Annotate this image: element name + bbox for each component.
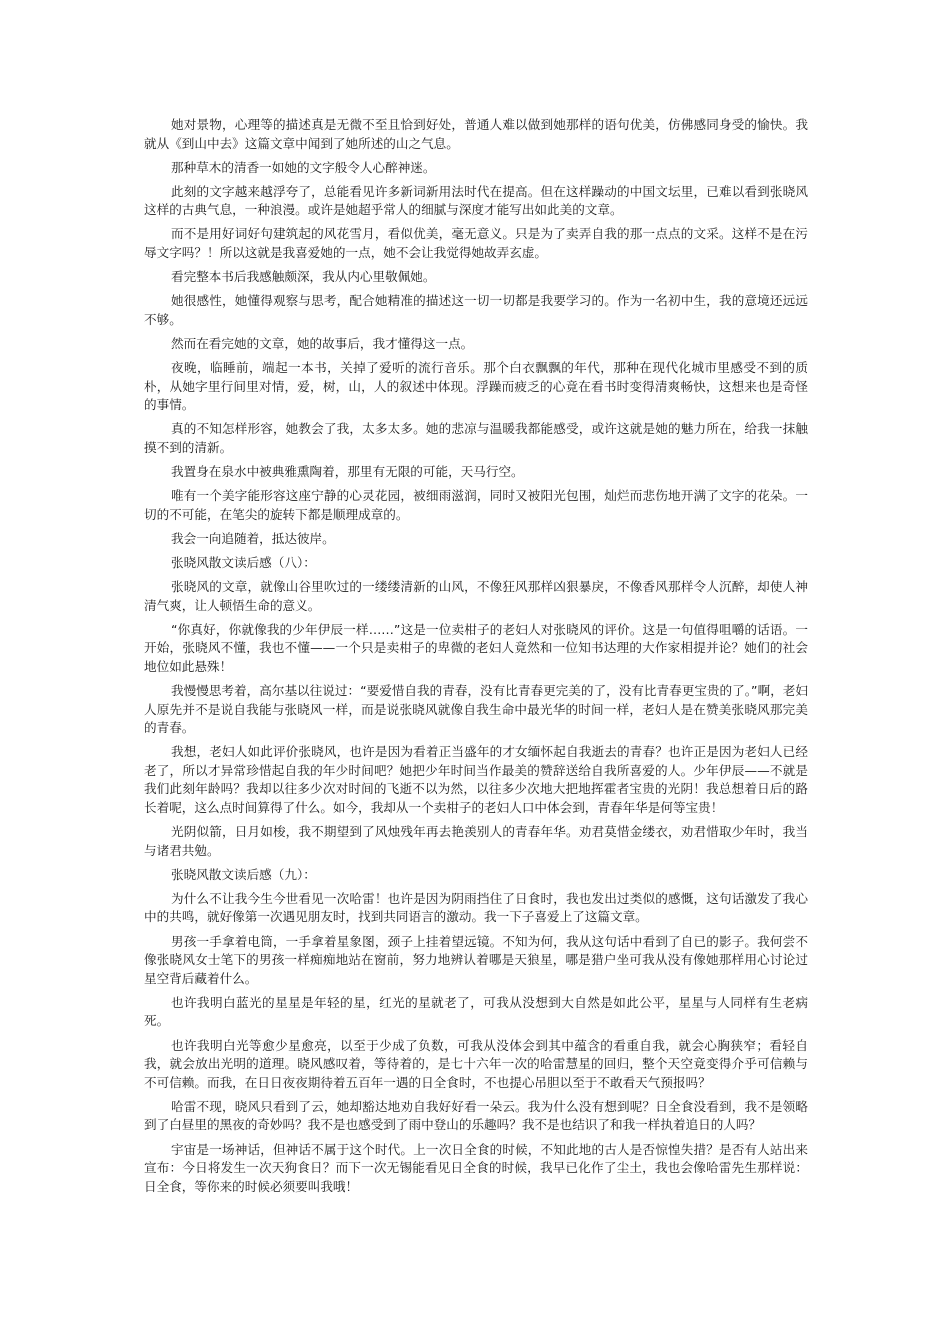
paragraph: 唯有一个美字能形容这座宁静的心灵花园，被细雨滋润，同时又被阳光包围，灿烂而悲伤地开满了文字的花朵。一切的不可能，在笔尖的旋转下都是顺理成章的。: [144, 488, 808, 522]
paragraph: 光阴似箭，日月如梭，我不期望到了风烛残年再去艳羡别人的青春年华。劝君莫惜金缕衣，劝君惜取少年时，我当与诸君共勉。: [144, 824, 808, 858]
paragraph: 也许我明白光等愈少星愈亮，以至于少成了负数，可我从没体会到其中蕴含的看重自我，就会心胸狭窄；看轻自我，就会放出光明的道理。晓风感叹着，等待着的，是七十六年一次的哈雷慧星的回归，整个天空竟变得介乎可信赖与不可信赖。而我，在日日夜夜期待着五百年一遇的日全食时，不也提心吊胆以至于不敢看天气预报吗？: [144, 1037, 808, 1090]
section-heading: 张晓风散文读后感（九）：: [171, 866, 316, 882]
paragraph: 夜晚，临睡前，端起一本书，关掉了爱听的流行音乐。那个白衣飘飘的年代，那种在现代化城市里感受不到的质朴，从她字里行间里对情，爱，树，山，人的叙述中体现。浮躁而疲乏的心竟在看书时变得清爽畅快，这想来也是奇怪的事情。: [144, 360, 808, 413]
paragraph: 也许我明白蓝光的星星是年轻的星，红光的星就老了，可我从没想到大自然是如此公平，星星与人同样有生老病死。: [144, 994, 808, 1029]
paragraph: 那种草木的清香一如她的文字般令人心醉神迷。: [171, 159, 436, 175]
section-heading: 张晓风散文读后感（八）：: [171, 554, 316, 570]
paragraph: 看完整本书后我感触颇深，我从内心里敬佩她。: [171, 269, 436, 285]
paragraph: 哈雷不现，晓风只看到了云，她却豁达地劝自我好好看一朵云。我为什么没有想到呢？日全食没看到，我不是领略到了白昼里的黑夜的奇妙吗？我不是也感受到了雨中登山的乐趣吗？我不是也结识了和我一样执着追日的人吗？: [144, 1098, 808, 1133]
document-body: [144, 116, 808, 1202]
paragraph: 此刻的文字越来越浮夸了，总能看见许多新词新用法时代在提高。但在这样躁动的中国文坛里，已难以看到张晓风这样的古典气息，一种浪漫。或许是她超乎常人的细腻与深度才能写出如此美的文章。: [144, 183, 808, 218]
paragraph: 她对景物，心理等的描述真是无微不至且恰到好处，普通人难以做到她那样的语句优美，仿佛感同身受的愉快。我就从《到山中去》这篇文章中闻到了她所述的山之气息。: [144, 117, 808, 151]
paragraph: 张晓风的文章，就像山谷里吹过的一缕缕清新的山风，不像狂风那样凶狠暴戾，不像香风那样令人沉醉，却使人神清气爽，让人顿悟生命的意义。: [144, 578, 808, 613]
paragraph: 我想，老妇人如此评价张晓风，也许是因为看着正当盛年的才女缅怀起自我逝去的青春？也许正是因为老妇人已经老了，所以才异常珍惜起自我的年少时间吧？她把少年时间当作最美的赞辞送给自我所喜爱的人。少年伊辰——不就是我们此刻年龄吗？我却以往多少次对时间的飞逝不以为然，以往多少次地大把地挥霍者宝贵的光阴！我总想着日后的路长着呢，这么点时间算得了什么。如今，我却从一个卖柑子的老妇人口中体会到，青春年华是何等宝贵！: [144, 744, 808, 815]
paragraph: 然而在看完她的文章，她的故事后，我才懂得这一点。: [171, 335, 474, 351]
paragraph: 她很感性，她懂得观察与思考，配合她精准的描述这一切一切都是我要学习的。作为一名初中生，我的意境还远远不够。: [144, 293, 808, 327]
paragraph: “你真好，你就像我的少年伊辰一样……”这是一位卖柑子的老妇人对张晓风的评价。这是一句值得咀嚼的话语。一开始，张晓风不懂，我也不懂——一个只是卖柑子的卑微的老妇人竟然和一位知书达理的大作家相提并论？她们的社会地位如此悬殊！: [144, 621, 808, 674]
paragraph: 我置身在泉水中被典雅熏陶着，那里有无限的可能，天马行空。: [171, 464, 524, 479]
paragraph: 我会一向追随着，抵达彼岸。: [171, 530, 335, 546]
paragraph: 宇宙是一场神话，但神话不属于这个时代。上一次日全食的时候，不知此地的古人是否惊惶失措？是否有人站出来宣布：今日将发生一次天狗食日？而下一次无锡能看见日全食的时候，我早已化作了尘土，我也会像哈雷先生那样说：日全食，等你来的时候必须要叫我哦！: [144, 1141, 808, 1194]
paragraph: 真的不知怎样形容，她教会了我，太多太多。她的悲凉与温暖我都能感受，或许这就是她的魅力所在，给我一抹触摸不到的清新。: [144, 421, 808, 455]
paragraph: 而不是用好词好句建筑起的风花雪月，看似优美，毫无意义。只是为了卖弄自我的那一点点的文采。这样不是在污辱文字吗？！所以这就是我喜爱她的一点，她不会让我觉得她故弄玄虚。: [144, 226, 808, 261]
paragraph: 我慢慢思考着，高尔基以往说过：“要爱惜自我的青春，没有比青春更完美的了，没有比青春更宝贵的了。”啊，老妇人原先并不是说自我能与张晓风一样，而是说张晓风就像自我生命中最光华的时间一样，老妇人是在赞美张晓风那完美的青春。: [144, 682, 808, 736]
paragraph: 男孩一手拿着电筒，一手拿着星象图，颈子上挂着望远镜。不知为何，我从这句话中看到了自已的影子。我何尝不像张晓风女士笔下的男孩一样痴痴地站在窗前，努力地辨认着哪是天狼星，哪是猎户坐可我从没有像她那样用心讨论过星空背后藏着什么。: [144, 933, 808, 986]
paragraph: 为什么不让我今生今世看见一次哈雷！也许是因为阴雨挡住了日食时，我也发出过类似的感慨，这句话激发了我心中的共鸣，就好像第一次遇见朋友时，找到共同语言的激动。我一下子喜爱上了这篇文章。: [144, 890, 808, 925]
